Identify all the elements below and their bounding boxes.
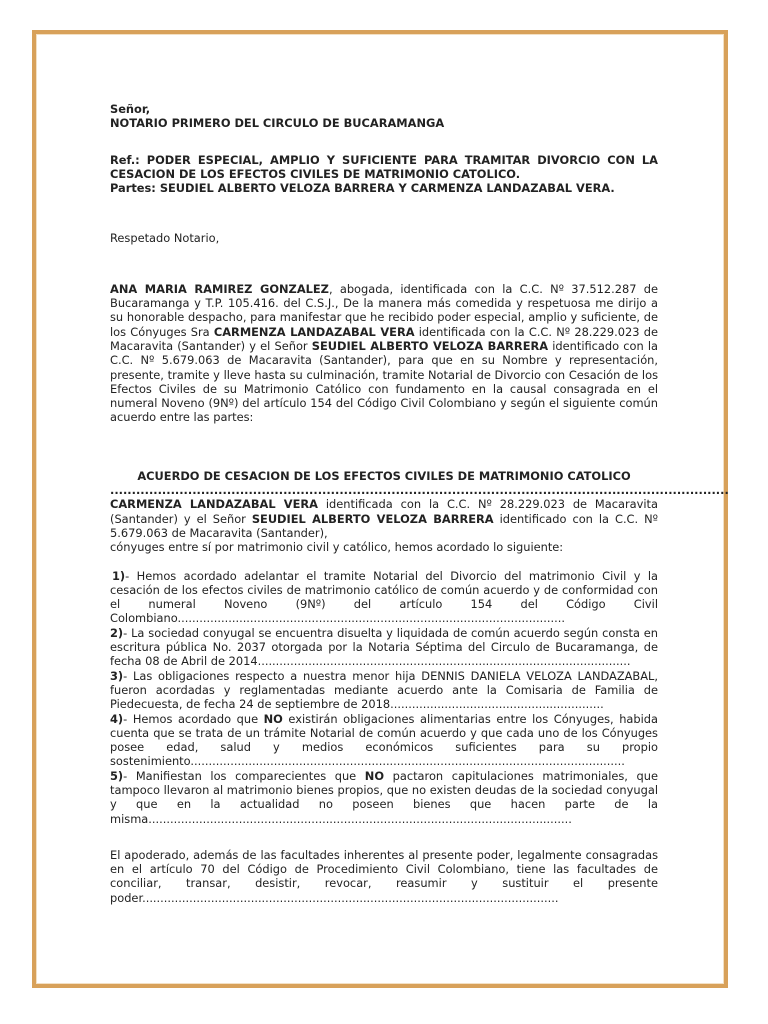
- closing-paragraph: El apoderado, además de las facultades inherentes al presente poder, legalmente consagradas en el artículo 70 del Código de Procedimiento Civil Colombiano, tiene las facultades de conciliar, transar, desistir, revocar, reasumir y sustituir el presente poder...................................................................................................................: [110, 847, 658, 905]
- agreement-item-4: [110, 712, 658, 769]
- parties-paragraph: [110, 497, 658, 540]
- agreement-item-3: [110, 669, 658, 712]
- item-text: - Hemos acordado adelantar el tramite Notarial del Divorcio del matrimonio Civil y la cesación de los efectos civiles de matrimonio católico de común acuerdo y de conformidad con el numeral Noveno (9Nº) del artículo 154 del Código Civil Colombiano...........................................................................................................: [110, 568, 658, 626]
- intro-text-3: identificado con la C.C. Nº 5.679.063 de Macaravita (Santander), para que en su Nombre y representación, presente, tramite y lleve hasta su culminación, tramite Notarial de Divorcio con Cesación de los Efectos Civiles de su Matrimonio Católico con fundamento en la causal consagrada en el numeral Noveno (9Nº) del artículo 154 del Código Civil Colombiano y según el siguiente común acuerdo entre las partes:: [110, 338, 658, 425]
- item-number: 2): [110, 625, 124, 640]
- item-text: - Las obligaciones respecto a nuestra menor hija DENNIS DANIELA VELOZA LANDAZABAL, fueron acordadas y reglamentadas mediante acuerdo ante la Comisaria de Familia de Piedecuesta, de fecha 24 de septiembre de 2018...........................................................: [110, 668, 658, 712]
- party-name-1: CARMENZA LANDAZABAL VERA: [110, 497, 318, 512]
- spouse-name-1: CARMENZA LANDAZABAL VERA: [213, 324, 415, 339]
- spouses-line: cónyuges entre sí por matrimonio civil y católico, hemos acordado lo siguiente:: [110, 540, 564, 555]
- agreement-title-dots: ...............................................................................................................................................: [110, 483, 729, 498]
- item-emphasis: NO: [263, 711, 283, 726]
- parties-line: Partes: SEUDIEL ALBERTO VELOZA BARRERA Y CARMENZA LANDAZABAL VERA.: [110, 181, 615, 196]
- parties-text-2: identificado con la C.C. Nº 5.679.063 de Macaravita (Santander),: [110, 511, 658, 540]
- greeting: Respetado Notario,: [110, 231, 220, 246]
- intro-text-2: identificada con la C.C. Nº 28.229.023 de Macaravita (Santander) y el Señor: [110, 324, 658, 353]
- agreement-item-2: [110, 626, 658, 669]
- intro-paragraph: [110, 282, 658, 425]
- spouse-name-2: SEUDIEL ALBERTO VELOZA BARRERA: [311, 338, 549, 353]
- lawyer-name: ANA MARIA RAMIREZ GONZALEZ: [110, 281, 329, 296]
- item-number: 1): [112, 568, 126, 583]
- item-number: 3): [110, 668, 124, 683]
- intro-text-1: , abogada, identificada con la C.C. Nº 37.512.287 de Bucaramanga y T.P. 105.416. del C.S.J., De la manera más comedida y respetuosa me dirijo a su honorable despacho, para manifestar que he recibido poder especial, amplio y suficiente, de los Cónyuges Sra: [110, 281, 658, 339]
- reference: Ref.: PODER ESPECIAL, AMPLIO Y SUFICIENTE PARA TRAMITAR DIVORCIO CON LA CESACION DE LOS EFECTOS CIVILES DE MATRIMONIO CATOLICO.: [110, 152, 658, 181]
- parties-text-1: identificada con la C.C. Nº 28.229.023 de Macaravita (Santander) y el Señor: [110, 497, 658, 526]
- item-number: 4): [110, 711, 124, 726]
- agreement-item-1: [110, 569, 658, 626]
- item-text: pactaron capitulaciones matrimoniales, que tampoco llevaron al matrimonio bienes propios, que no existen deudas de la sociedad conyugal y que en la actualidad no poseen bienes que hacen parte de la misma.....................................................................................................................: [110, 768, 658, 826]
- item-emphasis: NO: [364, 768, 385, 783]
- agreement-title: ACUERDO DE CESACION DE LOS EFECTOS CIVILES DE MATRIMONIO CATOLICO: [137, 468, 631, 483]
- agreement-item-5: [110, 769, 658, 826]
- item-text: - La sociedad conyugal se encuentra disuelta y liquidada de común acuerdo según consta en escritura pública No. 2037 otorgada por la Notaria Séptima del Circulo de Bucaramanga, de fecha 08 de Abril de 2014.......................................................................................................: [110, 625, 658, 669]
- item-number: 5): [110, 768, 124, 783]
- item-text: existirán obligaciones alimentarias entre los Cónyuges, habida cuenta que se trata de un trámite Notarial de común acuerdo y que cada uno de los Cónyuges posee edad, salud y medios económicos suficientes para su propio sostenimiento........................................................................................................................: [110, 711, 658, 769]
- party-name-2: SEUDIEL ALBERTO VELOZA BARRERA: [251, 511, 494, 526]
- document-body: [110, 102, 729, 905]
- item-text-pre: - Manifiestan los comparecientes que: [123, 768, 365, 783]
- addressee: NOTARIO PRIMERO DEL CIRCULO DE BUCARAMANGA: [110, 116, 445, 131]
- item-text-pre: - Hemos acordado que: [123, 711, 264, 726]
- salutation: Señor,: [110, 102, 151, 116]
